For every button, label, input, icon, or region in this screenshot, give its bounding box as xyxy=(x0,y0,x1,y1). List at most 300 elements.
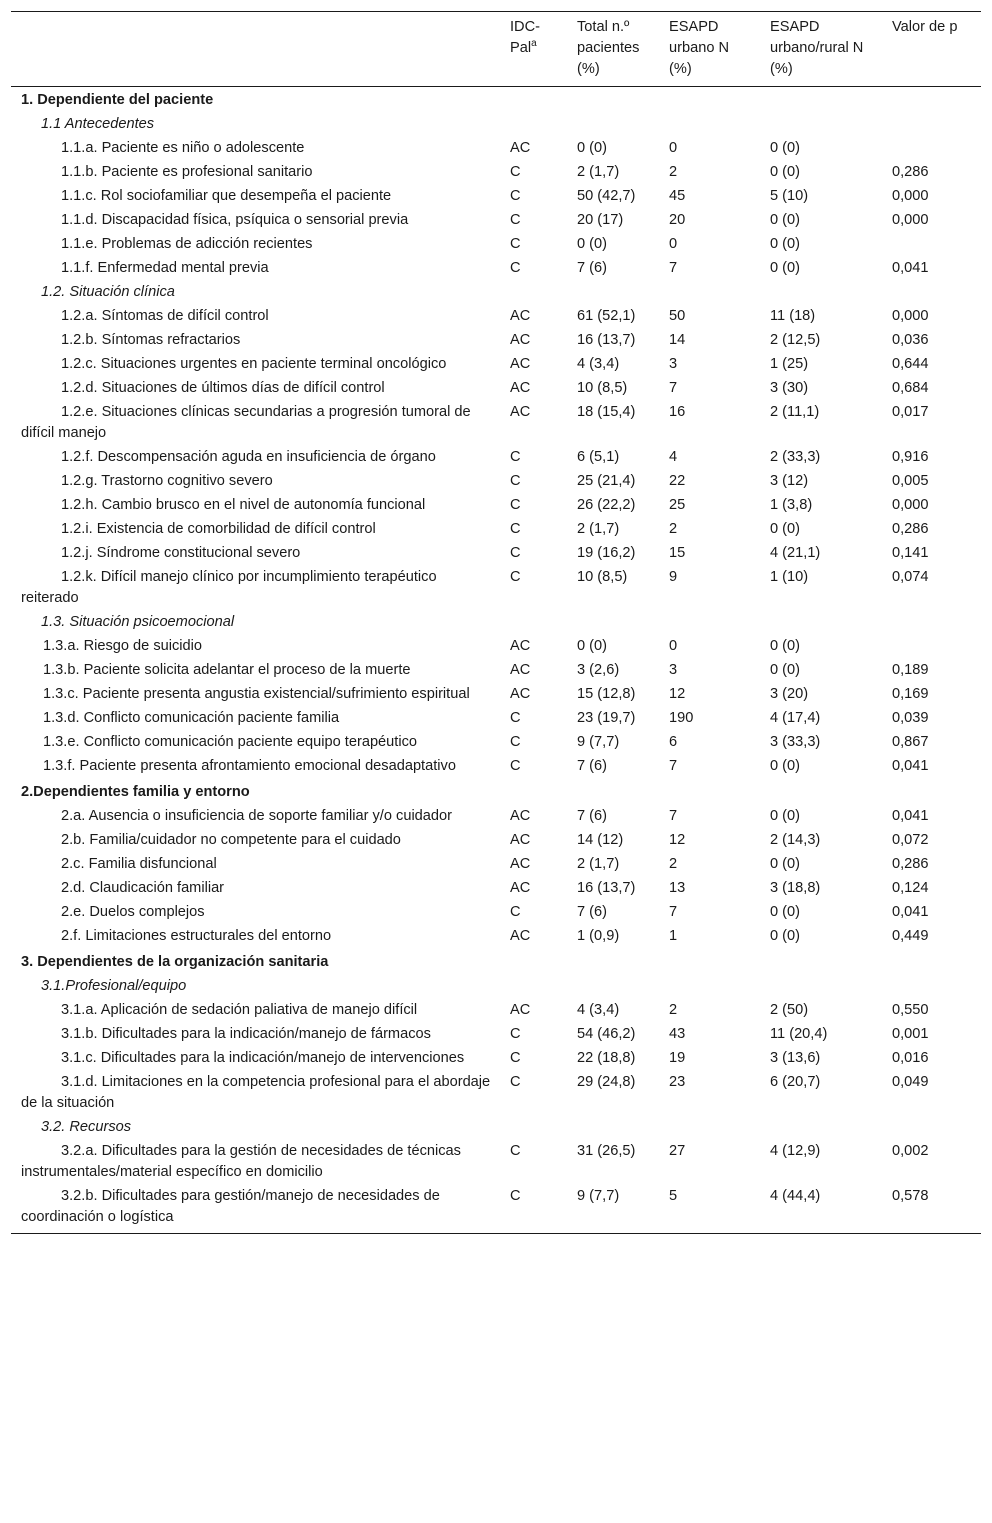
cell-item-label xyxy=(11,137,502,161)
cell-urbano-rural: 1 (10) xyxy=(770,569,809,585)
cell-urbano-rural: 11 (20,4) xyxy=(770,1026,828,1042)
cell-item-label xyxy=(11,401,502,446)
table-row xyxy=(11,853,981,877)
cell-p-value: 0,189 xyxy=(892,662,929,678)
table-row xyxy=(11,683,981,707)
cell-urbano-rural: 0 (0) xyxy=(770,638,801,654)
cell-item-label xyxy=(11,446,502,470)
cell-total: 10 (8,5) xyxy=(577,380,628,396)
cell-p-value: 0,049 xyxy=(892,1074,929,1090)
cell-idc-pal: AC xyxy=(510,928,531,944)
item-label-text: 1.3.d. Conflicto comunicación paciente familia xyxy=(43,710,340,726)
table-body xyxy=(11,87,981,1234)
cell-item-label xyxy=(11,353,502,377)
cell-item-label xyxy=(11,731,502,755)
cell-item-label xyxy=(11,805,502,829)
cell-urbano-rural: 3 (20) xyxy=(770,686,809,702)
cell-p-value xyxy=(884,137,981,161)
header-item xyxy=(11,12,502,87)
cell-idc-pal: C xyxy=(510,497,521,513)
cell-item-label xyxy=(11,707,502,731)
cell-urbano: 0 xyxy=(669,638,678,654)
cell-item-label xyxy=(11,853,502,877)
cell-p-value: 0,000 xyxy=(892,308,929,324)
item-label-text: 2.f. Limitaciones estructurales del entorno xyxy=(61,928,332,944)
cell-idc-pal: C xyxy=(510,904,521,920)
header-footnote-mark: a xyxy=(531,38,537,50)
header-row xyxy=(11,12,981,87)
table-row xyxy=(11,1047,981,1071)
cell-idc-pal: C xyxy=(510,545,521,561)
cell-urbano: 3 xyxy=(669,356,678,372)
cell-item-label xyxy=(11,566,502,611)
cell-total: 22 (18,8) xyxy=(577,1050,636,1066)
cell-urbano: 22 xyxy=(669,473,686,489)
table-row xyxy=(11,925,981,949)
cell-p-value: 0,169 xyxy=(892,686,929,702)
cell-urbano: 7 xyxy=(669,758,678,774)
cell-urbano: 43 xyxy=(669,1026,686,1042)
subsection-title: 1.2. Situación clínica xyxy=(41,284,175,300)
cell-idc-pal: C xyxy=(510,164,521,180)
table-row xyxy=(11,494,981,518)
cell-urbano-rural: 0 (0) xyxy=(770,904,801,920)
cell-idc-pal: AC xyxy=(510,832,531,848)
cell-total: 2 (1,7) xyxy=(577,856,620,872)
cell-urbano-rural: 2 (12,5) xyxy=(770,332,821,348)
cell-item-label xyxy=(11,1185,502,1234)
item-label-text: 1.2.d. Situaciones de últimos días de difícil control xyxy=(61,380,385,396)
cell-urbano: 12 xyxy=(669,832,686,848)
table-row xyxy=(11,805,981,829)
table-row xyxy=(11,305,981,329)
table-row xyxy=(11,1140,981,1185)
cell-item-label xyxy=(11,1071,502,1116)
cell-idc-pal: C xyxy=(510,569,521,585)
cell-p-value: 0,005 xyxy=(892,473,929,489)
cell-item-label xyxy=(11,470,502,494)
section-title: 1. Dependiente del paciente xyxy=(21,92,214,108)
cell-p-value: 0,000 xyxy=(892,212,929,228)
item-label-text: 1.2.c. Situaciones urgentes en paciente terminal oncológico xyxy=(61,356,447,372)
cell-urbano: 23 xyxy=(669,1074,686,1090)
cell-idc-pal: AC xyxy=(510,356,531,372)
cell-idc-pal: AC xyxy=(510,808,531,824)
cell-total: 31 (26,5) xyxy=(577,1143,636,1159)
subsection-header-row xyxy=(11,1116,981,1140)
cell-urbano: 7 xyxy=(669,808,678,824)
cell-urbano: 45 xyxy=(669,188,686,204)
cell-total: 20 (17) xyxy=(577,212,624,228)
cell-urbano: 3 xyxy=(669,662,678,678)
cell-p-value: 0,286 xyxy=(892,164,929,180)
cell-urbano-rural: 3 (33,3) xyxy=(770,734,821,750)
cell-p-value: 0,016 xyxy=(892,1050,929,1066)
cell-item-label xyxy=(11,635,502,659)
cell-total: 2 (1,7) xyxy=(577,164,620,180)
cell-total: 1 (0,9) xyxy=(577,928,620,944)
cell-total: 9 (7,7) xyxy=(569,1185,661,1234)
cell-idc-pal: C xyxy=(510,236,521,252)
cell-item-label xyxy=(11,542,502,566)
cell-urbano: 2 xyxy=(669,856,678,872)
header-urbano-rural: ESAPD urbano/rural N (%) xyxy=(762,12,884,87)
cell-item-label xyxy=(11,925,502,949)
cell-p-value: 0,039 xyxy=(892,710,929,726)
item-label-text: 1.3.c. Paciente presenta angustia existencial/sufrimiento espiritual xyxy=(43,686,470,702)
item-label-text: 3.1.c. Dificultades para la indicación/manejo de intervenciones xyxy=(61,1050,465,1066)
cell-total: 25 (21,4) xyxy=(577,473,636,489)
cell-p-value: 0,644 xyxy=(892,356,929,372)
cell-item-label xyxy=(11,305,502,329)
cell-urbano-rural: 0 (0) xyxy=(770,164,801,180)
cell-urbano: 9 xyxy=(669,569,678,585)
cell-idc-pal: C xyxy=(510,1143,521,1159)
cell-item-label xyxy=(11,683,502,707)
cell-item-label xyxy=(11,518,502,542)
cell-idc-pal: C xyxy=(510,1026,521,1042)
item-label-text: 2.c. Familia disfuncional xyxy=(61,856,217,872)
section-header-row xyxy=(11,87,981,114)
item-label-text: 1.2.j. Síndrome constitucional severo xyxy=(61,545,301,561)
table-row xyxy=(11,401,981,446)
cell-p-value: 0,449 xyxy=(892,928,929,944)
cell-urbano-rural: 4 (12,9) xyxy=(770,1143,821,1159)
cell-idc-pal: C xyxy=(510,473,521,489)
header-total: Total n.º pacientes (%) xyxy=(569,12,661,87)
cell-total: 61 (52,1) xyxy=(577,308,636,324)
cell-item-label xyxy=(11,659,502,683)
cell-urbano-rural: 0 (0) xyxy=(770,662,801,678)
cell-idc-pal: AC xyxy=(510,380,531,396)
table-row xyxy=(11,542,981,566)
cell-item-label xyxy=(11,901,502,925)
cell-idc-pal: C xyxy=(510,212,521,228)
item-label-text: 1.1.d. Discapacidad física, psíquica o sensorial previa xyxy=(61,212,409,228)
cell-total: 16 (13,7) xyxy=(577,880,636,896)
cell-idc-pal: AC xyxy=(510,140,531,156)
cell-total: 2 (1,7) xyxy=(577,521,620,537)
cell-total: 18 (15,4) xyxy=(577,404,636,420)
cell-idc-pal: C xyxy=(510,710,521,726)
table-row xyxy=(11,233,981,257)
item-label-text: 1.1.a. Paciente es niño o adolescente xyxy=(61,140,305,156)
cell-idc-pal: AC xyxy=(510,308,531,324)
cell-urbano-rural: 11 (18) xyxy=(770,308,816,324)
cell-urbano-rural: 6 (20,7) xyxy=(770,1074,821,1090)
cell-item-label xyxy=(11,257,502,281)
cell-urbano-rural: 5 (10) xyxy=(770,188,809,204)
cell-urbano-rural: 3 (12) xyxy=(770,473,809,489)
item-label-text: 2.a. Ausencia o insuficiencia de soporte familiar y/o cuidador xyxy=(61,808,453,824)
table-row xyxy=(11,877,981,901)
cell-idc-pal: C xyxy=(510,449,521,465)
cell-urbano: 7 xyxy=(669,380,678,396)
cell-urbano-rural: 1 (3,8) xyxy=(770,497,813,513)
cell-total: 26 (22,2) xyxy=(577,497,636,513)
cell-total: 7 (6) xyxy=(577,808,608,824)
table-row xyxy=(11,999,981,1023)
cell-p-value: 0,041 xyxy=(892,904,929,920)
cell-item-label xyxy=(11,1047,502,1071)
subsection-header-row xyxy=(11,975,981,999)
cell-idc-pal: AC xyxy=(510,686,531,702)
cell-p-value: 0,074 xyxy=(892,569,929,585)
item-label-text: 1.2.h. Cambio brusco en el nivel de autonomía funcional xyxy=(61,497,426,513)
item-label-text: 1.2.b. Síntomas refractarios xyxy=(61,332,241,348)
section-title: 3. Dependientes de la organización sanitaria xyxy=(21,954,329,970)
cell-p-value: 0,000 xyxy=(892,188,929,204)
cell-p-value: 0,001 xyxy=(892,1026,929,1042)
cell-urbano-rural: 2 (11,1) xyxy=(770,404,820,420)
cell-urbano-rural: 0 (0) xyxy=(770,212,801,228)
cell-urbano-rural: 4 (44,4) xyxy=(762,1185,884,1234)
cell-total: 7 (6) xyxy=(577,758,608,774)
cell-p-value: 0,000 xyxy=(892,497,929,513)
cell-urbano-rural: 0 (0) xyxy=(770,856,801,872)
table-row xyxy=(11,470,981,494)
cell-idc-pal: AC xyxy=(510,1002,531,1018)
cell-p-value: 0,684 xyxy=(892,380,929,396)
cell-urbano: 6 xyxy=(669,734,678,750)
cell-idc-pal: AC xyxy=(510,662,531,678)
cell-p-value: 0,041 xyxy=(892,808,929,824)
subsection-header-row xyxy=(11,281,981,305)
subsection-title: 3.2. Recursos xyxy=(41,1119,132,1135)
cell-total: 15 (12,8) xyxy=(577,686,636,702)
section-title: 2.Dependientes familia y entorno xyxy=(21,784,250,800)
item-label-text: 1.2.f. Descompensación aguda en insuficiencia de órgano xyxy=(61,449,436,465)
cell-item-label xyxy=(11,829,502,853)
cell-total: 4 (3,4) xyxy=(577,356,620,372)
cell-p-value: 0,286 xyxy=(892,521,929,537)
table-row xyxy=(11,755,981,779)
cell-p-value: 0,041 xyxy=(892,260,929,276)
cell-p-value: 0,017 xyxy=(892,404,929,420)
item-label-text: 3.1.a. Aplicación de sedación paliativa de manejo difícil xyxy=(61,1002,418,1018)
table-row xyxy=(11,659,981,683)
cell-total: 0 (0) xyxy=(577,236,608,252)
table-row xyxy=(11,1071,981,1116)
table-row xyxy=(11,161,981,185)
header-idc-pal-text: IDC-Pal xyxy=(510,19,540,56)
cell-urbano-rural: 4 (21,1) xyxy=(770,545,821,561)
cell-idc-pal: AC xyxy=(510,856,531,872)
cell-urbano: 14 xyxy=(669,332,686,348)
table-header xyxy=(11,12,981,87)
cell-urbano: 12 xyxy=(669,686,686,702)
cell-urbano-rural: 2 (14,3) xyxy=(770,832,821,848)
cell-item-label xyxy=(11,233,502,257)
table-container xyxy=(11,11,981,1234)
cell-urbano: 1 xyxy=(669,928,678,944)
item-label-text: 1.3.a. Riesgo de suicidio xyxy=(43,638,203,654)
cell-urbano-rural: 0 (0) xyxy=(770,236,801,252)
cell-urbano: 2 xyxy=(669,521,678,537)
table-row xyxy=(11,1185,981,1234)
cell-urbano-rural: 0 (0) xyxy=(770,521,801,537)
cell-idc-pal: AC xyxy=(510,880,531,896)
subsection-title: 1.3. Situación psicoemocional xyxy=(41,614,235,630)
item-label-text: 2.b. Familia/cuidador no competente para el cuidado xyxy=(61,832,401,848)
results-table xyxy=(11,11,981,1234)
cell-urbano: 2 xyxy=(669,1002,678,1018)
table-row xyxy=(11,518,981,542)
cell-urbano: 20 xyxy=(669,212,686,228)
section-header-row xyxy=(11,779,981,805)
cell-item-label xyxy=(11,999,502,1023)
cell-total: 7 (6) xyxy=(577,260,608,276)
item-label-text: 1.2.k. Difícil manejo clínico por incumplimiento terapéutico reiterado xyxy=(21,569,437,606)
item-label-text: 1.1.b. Paciente es profesional sanitario xyxy=(61,164,313,180)
section-header-row xyxy=(11,949,981,975)
header-idc-pal xyxy=(502,12,569,87)
subsection-header-row xyxy=(11,113,981,137)
cell-idc-pal: C xyxy=(502,1185,569,1234)
item-label-text: 1.3.b. Paciente solicita adelantar el proceso de la muerte xyxy=(43,662,411,678)
cell-urbano-rural: 3 (30) xyxy=(770,380,809,396)
cell-idc-pal: C xyxy=(510,188,521,204)
cell-urbano-rural: 4 (17,4) xyxy=(770,710,821,726)
table-row xyxy=(11,731,981,755)
cell-urbano-rural: 2 (50) xyxy=(770,1002,809,1018)
cell-p-value: 0,867 xyxy=(892,734,929,750)
header-p-value: Valor de p xyxy=(884,12,981,87)
cell-p-value: 0,124 xyxy=(892,880,929,896)
item-label-text: 3.1.d. Limitaciones en la competencia profesional para el abordaje de la situación xyxy=(21,1074,491,1111)
cell-p-value: 0,141 xyxy=(892,545,929,561)
cell-total: 6 (5,1) xyxy=(577,449,620,465)
cell-total: 4 (3,4) xyxy=(577,1002,620,1018)
table-row xyxy=(11,209,981,233)
subsection-header-row xyxy=(11,611,981,635)
cell-total: 3 (2,6) xyxy=(577,662,620,678)
table-row xyxy=(11,829,981,853)
cell-item-label xyxy=(11,161,502,185)
cell-idc-pal: C xyxy=(510,521,521,537)
cell-item-label xyxy=(11,1023,502,1047)
cell-urbano: 27 xyxy=(669,1143,686,1159)
cell-item-label xyxy=(11,1140,502,1185)
cell-urbano-rural: 3 (13,6) xyxy=(770,1050,821,1066)
item-label-text: 3.2.b. Dificultades para gestión/manejo de necesidades de coordinación o logística xyxy=(21,1188,440,1225)
cell-urbano-rural: 0 (0) xyxy=(770,928,801,944)
header-urbano: ESAPD urbano N (%) xyxy=(661,12,762,87)
cell-urbano-rural: 2 (33,3) xyxy=(770,449,821,465)
cell-total: 10 (8,5) xyxy=(577,569,628,585)
cell-urbano: 13 xyxy=(669,880,686,896)
cell-p-value: 0,550 xyxy=(892,1002,929,1018)
item-label-text: 1.3.e. Conflicto comunicación paciente equipo terapéutico xyxy=(43,734,418,750)
cell-p-value: 0,072 xyxy=(892,832,929,848)
item-label-text: 1.3.f. Paciente presenta afrontamiento emocional desadaptativo xyxy=(43,758,456,774)
table-row xyxy=(11,446,981,470)
subsection-title: 3.1.Profesional/equipo xyxy=(41,978,187,994)
cell-total: 14 (12) xyxy=(577,832,624,848)
cell-idc-pal: AC xyxy=(510,638,531,654)
item-label-text: 1.2.g. Trastorno cognitivo severo xyxy=(61,473,273,489)
table-row xyxy=(11,377,981,401)
item-label-text: 1.2.a. Síntomas de difícil control xyxy=(61,308,269,324)
cell-p-value: 0,578 xyxy=(884,1185,981,1234)
subsection-title: 1.1 Antecedentes xyxy=(41,116,155,132)
cell-total: 7 (6) xyxy=(577,904,608,920)
cell-idc-pal: AC xyxy=(510,404,531,420)
item-label-text: 2.e. Duelos complejos xyxy=(61,904,205,920)
cell-idc-pal: C xyxy=(510,1074,521,1090)
table-row xyxy=(11,1023,981,1047)
item-label-text: 1.1.c. Rol sociofamiliar que desempeña el paciente xyxy=(61,188,392,204)
cell-urbano: 15 xyxy=(669,545,686,561)
cell-p-value: 0,002 xyxy=(892,1143,929,1159)
cell-urbano: 190 xyxy=(669,710,694,726)
table-row xyxy=(11,137,981,161)
cell-urbano-rural: 0 (0) xyxy=(770,140,801,156)
table-row xyxy=(11,353,981,377)
item-label-text: 1.1.f. Enfermedad mental previa xyxy=(61,260,269,276)
table-row xyxy=(11,635,981,659)
table-row xyxy=(11,257,981,281)
cell-urbano: 7 xyxy=(669,904,678,920)
cell-total: 9 (7,7) xyxy=(577,734,620,750)
cell-total: 0 (0) xyxy=(577,638,608,654)
cell-p-value: 0,916 xyxy=(892,449,929,465)
cell-urbano: 0 xyxy=(669,236,678,252)
table-row xyxy=(11,329,981,353)
cell-item-label xyxy=(11,755,502,779)
cell-urbano: 7 xyxy=(669,260,678,276)
cell-p-value: 0,286 xyxy=(892,856,929,872)
cell-idc-pal: C xyxy=(510,734,521,750)
cell-total: 54 (46,2) xyxy=(577,1026,636,1042)
cell-item-label xyxy=(11,329,502,353)
cell-total: 0 (0) xyxy=(577,140,608,156)
cell-p-value: 0,041 xyxy=(892,758,929,774)
table-row xyxy=(11,707,981,731)
cell-p-value: 0,036 xyxy=(892,332,929,348)
cell-urbano: 5 xyxy=(661,1185,762,1234)
cell-item-label xyxy=(11,209,502,233)
cell-urbano: 50 xyxy=(669,308,686,324)
cell-idc-pal: C xyxy=(510,758,521,774)
item-label-text: 1.1.e. Problemas de adicción recientes xyxy=(61,236,313,252)
cell-total: 29 (24,8) xyxy=(577,1074,636,1090)
cell-item-label xyxy=(11,877,502,901)
table-row xyxy=(11,901,981,925)
cell-item-label xyxy=(11,494,502,518)
cell-urbano-rural: 0 (0) xyxy=(770,758,801,774)
cell-urbano-rural: 1 (25) xyxy=(770,356,809,372)
cell-urbano: 0 xyxy=(669,140,678,156)
cell-urbano-rural: 0 (0) xyxy=(770,260,801,276)
cell-total: 23 (19,7) xyxy=(577,710,636,726)
cell-urbano: 16 xyxy=(669,404,686,420)
item-label-text: 3.1.b. Dificultades para la indicación/manejo de fármacos xyxy=(61,1026,431,1042)
table-row xyxy=(11,185,981,209)
table-row xyxy=(11,566,981,611)
cell-total: 50 (42,7) xyxy=(577,188,636,204)
cell-urbano: 19 xyxy=(669,1050,686,1066)
cell-total: 19 (16,2) xyxy=(577,545,636,561)
cell-urbano-rural: 3 (18,8) xyxy=(770,880,821,896)
cell-urbano-rural: 0 (0) xyxy=(770,808,801,824)
cell-item-label xyxy=(11,185,502,209)
item-label-text: 2.d. Claudicación familiar xyxy=(61,880,225,896)
cell-urbano: 4 xyxy=(669,449,678,465)
item-label-text: 1.2.e. Situaciones clínicas secundarias a progresión tumoral de difícil manejo xyxy=(21,404,471,441)
cell-total: 16 (13,7) xyxy=(577,332,636,348)
cell-p-value xyxy=(884,635,981,659)
